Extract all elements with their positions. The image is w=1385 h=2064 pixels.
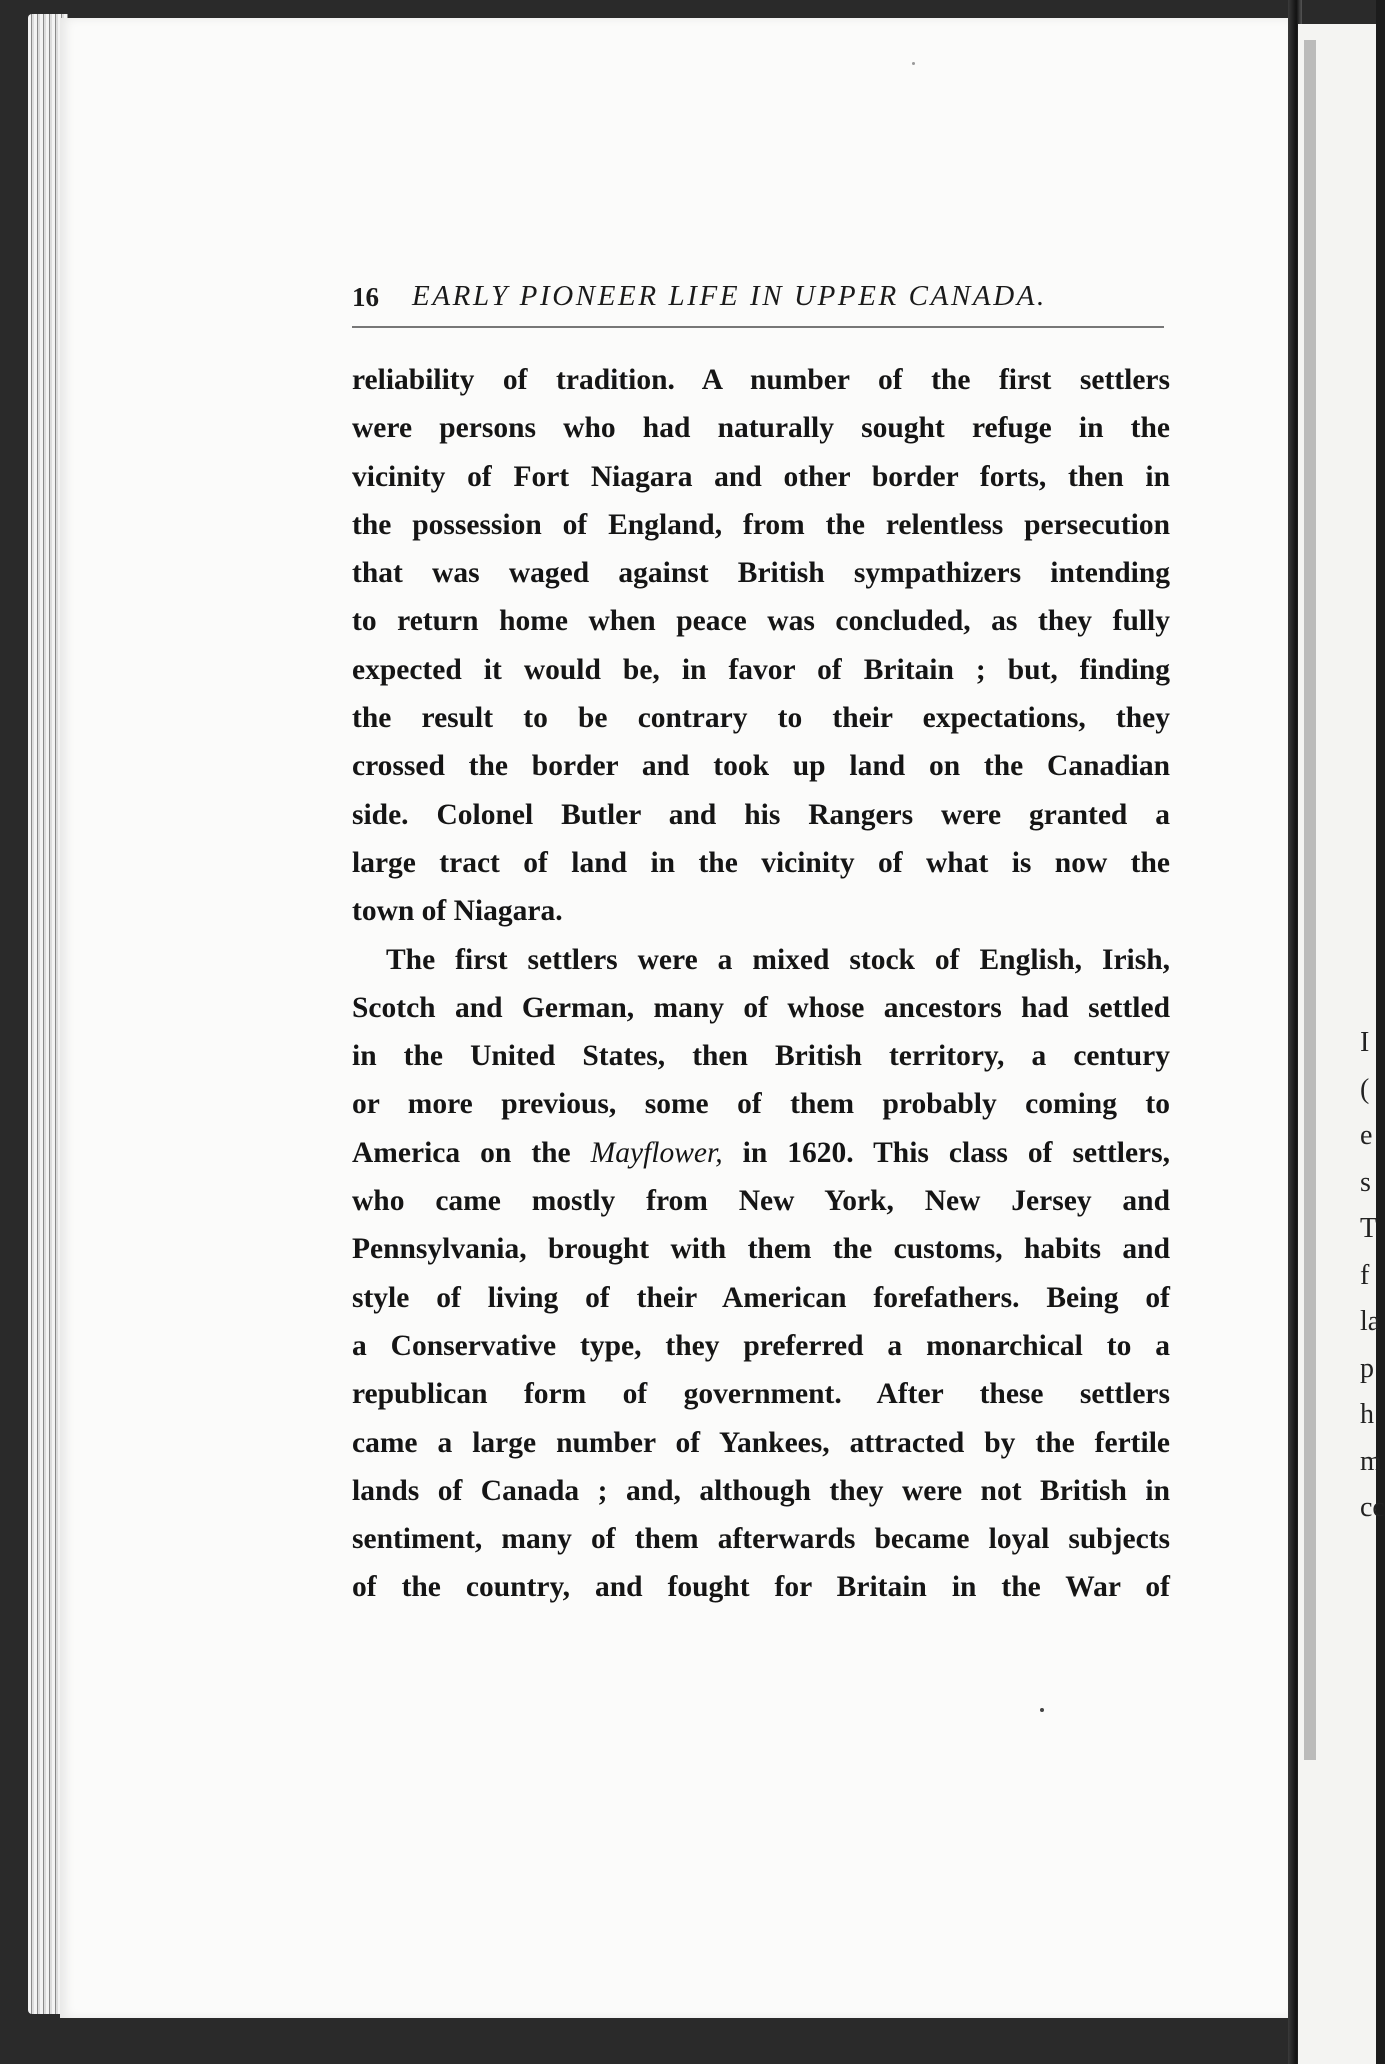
ink-speck — [1040, 1708, 1044, 1712]
facing-page-shadow — [1304, 40, 1316, 1760]
text-line: in the United States, then British territory, a century — [352, 1040, 1170, 1073]
text-line: The first settlers were a mixed stock of English, Irish, — [386, 943, 1170, 976]
text-line: republican form of government. After these settlers — [352, 1378, 1170, 1411]
text-line: side. Colonel Butler and his Rangers were granted a — [352, 798, 1170, 831]
text-line: large tract of land in the vicinity of what is now the — [352, 846, 1170, 879]
text-line-with-italic — [352, 1129, 1170, 1177]
text-line: expected it would be, in favor of Britain ; but, finding — [352, 653, 1170, 686]
text-line: were persons who had naturally sought refuge in the — [352, 412, 1170, 445]
page-header — [352, 276, 1164, 328]
body-text — [352, 356, 1170, 1612]
ink-speck — [912, 62, 915, 65]
text-line: the result to be contrary to their expectations, they — [352, 702, 1170, 735]
text-fragment: in 1620. This class of settlers, — [742, 1136, 1170, 1169]
page-number: 16 — [352, 282, 379, 312]
text-line: Pennsylvania, brought with them the customs, habits and — [352, 1233, 1170, 1266]
text-line: town of Niagara. — [352, 895, 563, 928]
text-line: lands of Canada ; and, although they were not British in — [352, 1474, 1170, 1507]
text-line: vicinity of Fort Niagara and other border forts, then in — [352, 460, 1170, 493]
text-line: who came mostly from New York, New Jersey and — [352, 1185, 1170, 1218]
facing-page-text: I ( e s T f la p h m cc — [1360, 1027, 1385, 1523]
text-line: the possession of England, from the relentless persecution — [352, 508, 1170, 541]
text-line: reliability of tradition. A number of the first settlers — [352, 364, 1170, 396]
text-line: sentiment, many of them afterwards became loyal subjects — [352, 1523, 1170, 1556]
text-line: a Conservative type, they preferred a monarchical to a — [352, 1329, 1170, 1362]
italic-ship-name: Mayflower, — [590, 1136, 723, 1169]
text-fragment: America on the — [352, 1136, 571, 1169]
text-line: that was waged against British sympathizers intending — [352, 557, 1170, 590]
text-line: crossed the border and took up land on the Canadian — [352, 750, 1170, 783]
text-line: came a large number of Yankees, attracted by the fertile — [352, 1426, 1170, 1459]
text-line: of the country, and fought for Britain in the War of — [352, 1571, 1170, 1604]
text-line: style of living of their American forefathers. Being of — [352, 1281, 1170, 1314]
running-head: EARLY PIONEER LIFE IN UPPER CANADA. — [412, 280, 1047, 312]
text-line: or more previous, some of them probably coming to — [352, 1088, 1170, 1121]
text-line: Scotch and German, many of whose ancestors had settled — [352, 991, 1170, 1024]
text-line: to return home when peace was concluded, as they fully — [352, 605, 1170, 638]
